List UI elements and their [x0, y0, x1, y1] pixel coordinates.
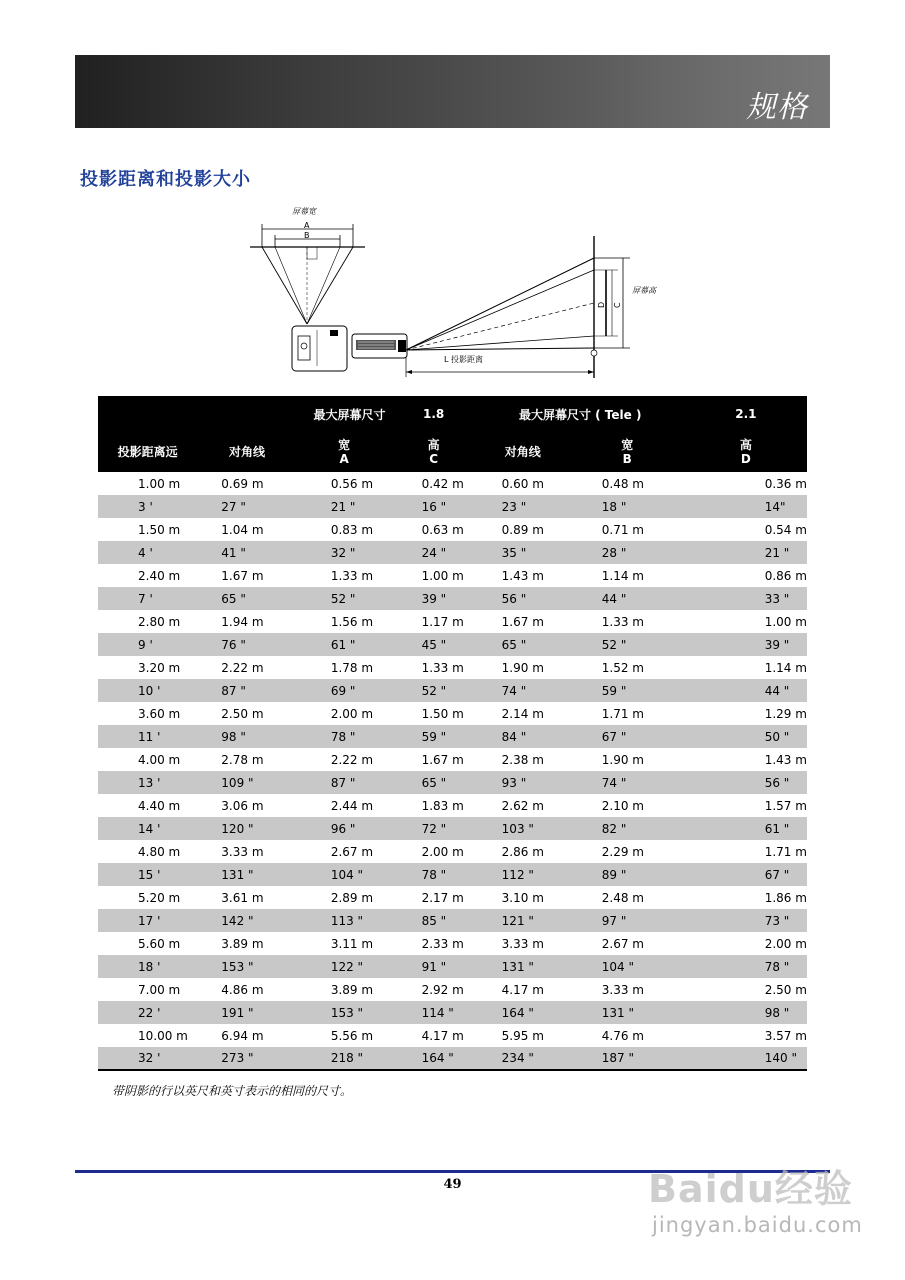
zoom-max-label: 最大屏幕尺寸 [297, 396, 392, 432]
table-cell: 3.20 m [138, 660, 181, 675]
table-cell: 11 ' [98, 725, 197, 748]
zoom-tele-value: 2.1 [685, 396, 807, 432]
table-cell: 59 " [392, 725, 476, 748]
table-row [98, 932, 807, 955]
table-cell: 1.78 m [330, 660, 374, 675]
table-cell: 91 " [392, 955, 476, 978]
table-cell: 78 " [297, 725, 392, 748]
table-cell: 104 " [570, 955, 685, 978]
table-cell: 1.33 m [330, 568, 374, 583]
table-cell: 6.94 m [221, 1028, 264, 1043]
table-cell: 96 " [297, 817, 392, 840]
table-cell: 7 ' [98, 587, 197, 610]
table-cell: 113 " [297, 909, 392, 932]
table-cell: 76 " [197, 633, 297, 656]
table-cell: 44 " [685, 679, 807, 702]
table-cell: 1.43 m [764, 752, 807, 767]
table-cell: 0.89 m [501, 522, 544, 537]
table-cell: 1.90 m [601, 752, 644, 767]
table-cell: 65 " [476, 633, 570, 656]
table-cell: 5.60 m [138, 936, 181, 951]
table-cell: 14 ' [98, 817, 197, 840]
table-cell: 50 " [685, 725, 807, 748]
table-cell: 7.00 m [138, 982, 181, 997]
table-cell: 16 " [392, 495, 476, 518]
table-cell: 3.11 m [330, 936, 374, 951]
table-cell: 21 " [297, 495, 392, 518]
table-cell: 2.22 m [330, 752, 374, 767]
table-cell: 2.38 m [501, 752, 544, 767]
table-cell: 56 " [685, 771, 807, 794]
table-row [98, 909, 807, 932]
table-cell: 84 " [476, 725, 570, 748]
table-cell: 0.71 m [601, 522, 644, 537]
table-cell: 1.14 m [601, 568, 644, 583]
table-cell: 0.42 m [421, 476, 464, 491]
table-cell: 98 " [685, 1001, 807, 1024]
table-cell: 4.17 m [501, 982, 544, 997]
table-cell: 4 ' [98, 541, 197, 564]
table-cell: 73 " [685, 909, 807, 932]
table-cell: 131 " [476, 955, 570, 978]
table-cell: 67 " [685, 863, 807, 886]
header-banner [75, 55, 830, 128]
distance-label: L 投影距离 [444, 355, 483, 364]
table-cell: 2.14 m [501, 706, 544, 721]
label-d: D [597, 301, 606, 308]
table-cell: 82 " [570, 817, 685, 840]
table-cell: 187 " [570, 1047, 685, 1070]
table-cell: 0.48 m [601, 476, 644, 491]
table-cell: 2.86 m [501, 844, 544, 859]
table-cell: 5.20 m [138, 890, 181, 905]
table-cell: 61 " [297, 633, 392, 656]
label-c: C [613, 302, 622, 308]
table-cell: 78 " [392, 863, 476, 886]
table-cell: 273 " [197, 1047, 297, 1070]
table-cell: 15 ' [98, 863, 197, 886]
table-cell: 5.95 m [501, 1028, 544, 1043]
table-cell: 142 " [197, 909, 297, 932]
table-cell: 234 " [476, 1047, 570, 1070]
table-cell: 0.56 m [330, 476, 374, 491]
zoom-max-value: 1.8 [392, 396, 476, 432]
table-cell: 140 " [685, 1047, 807, 1070]
table-cell: 18 ' [98, 955, 197, 978]
header-title: 规格 [746, 90, 808, 125]
table-cell: 1.29 m [764, 706, 807, 721]
table-cell: 131 " [570, 1001, 685, 1024]
header-diagonal-b: 对角线 [476, 432, 570, 472]
table-cell: 0.60 m [501, 476, 544, 491]
table-cell: 59 " [570, 679, 685, 702]
table-cell: 1.71 m [601, 706, 644, 721]
header-height-c: 高 C [392, 432, 476, 472]
table-cell: 2.62 m [501, 798, 544, 813]
table-cell: 9 ' [98, 633, 197, 656]
table-cell: 153 " [297, 1001, 392, 1024]
table-cell: 3.33 m [221, 844, 264, 859]
table-cell: 2.92 m [421, 982, 464, 997]
header-width-a: 宽 A [297, 432, 392, 472]
table-cell: 2.67 m [330, 844, 374, 859]
table-cell: 13 ' [98, 771, 197, 794]
table-cell: 1.90 m [501, 660, 544, 675]
table-cell: 22 ' [98, 1001, 197, 1024]
table-cell: 24 " [392, 541, 476, 564]
table-cell: 1.86 m [764, 890, 807, 905]
table-cell: 2.29 m [601, 844, 644, 859]
table-cell: 5.56 m [330, 1028, 374, 1043]
table-cell: 3 ' [98, 495, 197, 518]
table-cell: 0.69 m [221, 476, 264, 491]
table-cell: 114 " [392, 1001, 476, 1024]
table-cell: 32 " [297, 541, 392, 564]
table-cell: 4.00 m [138, 752, 181, 767]
table-cell: 87 " [297, 771, 392, 794]
projection-diagram [240, 200, 670, 385]
table-cell: 2.44 m [330, 798, 374, 813]
table-cell: 2.17 m [421, 890, 464, 905]
label-b: B [304, 231, 310, 240]
table-cell: 1.67 m [501, 614, 544, 629]
table-cell: 112 " [476, 863, 570, 886]
table-cell: 98 " [197, 725, 297, 748]
table-cell: 1.57 m [764, 798, 807, 813]
table-cell: 2.50 m [764, 982, 807, 997]
table-cell: 2.00 m [330, 706, 374, 721]
table-cell: 27 " [197, 495, 297, 518]
table-cell: 2.89 m [330, 890, 374, 905]
table-row [98, 863, 807, 886]
table-cell: 52 " [297, 587, 392, 610]
table-cell: 35 " [476, 541, 570, 564]
table-cell: 1.00 m [764, 614, 807, 629]
table-cell: 65 " [197, 587, 297, 610]
table-cell: 4.40 m [138, 798, 181, 813]
table-cell: 2.10 m [601, 798, 644, 813]
table-cell: 1.00 m [138, 476, 181, 491]
table-cell: 14" [685, 495, 807, 518]
table-cell: 191 " [197, 1001, 297, 1024]
table-cell: 97 " [570, 909, 685, 932]
table-row [98, 886, 807, 909]
table-cell: 74 " [570, 771, 685, 794]
table-row [98, 564, 807, 587]
table-cell: 121 " [476, 909, 570, 932]
screen-width-label: 屏幕宽 [292, 207, 316, 216]
screen-height-label: 屏幕高 [632, 286, 656, 295]
table-cell: 3.57 m [764, 1028, 807, 1043]
table-header-zoom-row [98, 396, 807, 432]
table-cell: 21 " [685, 541, 807, 564]
table-cell: 3.60 m [138, 706, 181, 721]
table-row [98, 1047, 807, 1070]
table-cell: 89 " [570, 863, 685, 886]
table-row [98, 840, 807, 863]
header-diagonal-a: 对角线 [197, 432, 297, 472]
table-cell: 65 " [392, 771, 476, 794]
table-cell: 153 " [197, 955, 297, 978]
table-cell: 4.86 m [221, 982, 264, 997]
table-cell: 0.54 m [764, 522, 807, 537]
table-cell: 1.33 m [421, 660, 464, 675]
table-row [98, 771, 807, 794]
table-cell: 1.17 m [421, 614, 464, 629]
table-cell: 72 " [392, 817, 476, 840]
table-cell: 3.33 m [601, 982, 644, 997]
table-cell: 3.61 m [221, 890, 264, 905]
table-row [98, 748, 807, 771]
table-row [98, 472, 807, 495]
table-cell: 2.40 m [138, 568, 181, 583]
table-cell: 2.80 m [138, 614, 181, 629]
table-cell: 4.76 m [601, 1028, 644, 1043]
projection-table [98, 396, 807, 1071]
footnote: 带阴影的行以英尺和英寸表示的相同的尺寸。 [112, 1084, 353, 1098]
table-cell: 3.10 m [501, 890, 544, 905]
table-cell: 1.67 m [221, 568, 264, 583]
table-cell: 44 " [570, 587, 685, 610]
table-cell: 1.71 m [764, 844, 807, 859]
table-row [98, 817, 807, 840]
table-cell: 69 " [297, 679, 392, 702]
table-cell: 2.33 m [421, 936, 464, 951]
table-cell: 1.00 m [421, 568, 464, 583]
zoom-tele-label: 最大屏幕尺寸 ( Tele ) [476, 396, 685, 432]
table-row [98, 587, 807, 610]
table-cell: 120 " [197, 817, 297, 840]
table-cell: 0.86 m [764, 568, 807, 583]
table-row [98, 794, 807, 817]
table-cell: 1.43 m [501, 568, 544, 583]
table-cell: 0.63 m [421, 522, 464, 537]
table-cell: 93 " [476, 771, 570, 794]
table-header-column-row [98, 432, 807, 472]
table-cell: 33 " [685, 587, 807, 610]
table-cell: 10.00 m [138, 1028, 188, 1043]
table-row [98, 978, 807, 1001]
table-row [98, 656, 807, 679]
table-row [98, 518, 807, 541]
table-cell: 61 " [685, 817, 807, 840]
table-cell: 1.04 m [221, 522, 264, 537]
table-cell: 45 " [392, 633, 476, 656]
table-cell: 39 " [685, 633, 807, 656]
table-cell: 85 " [392, 909, 476, 932]
table-cell: 1.50 m [138, 522, 181, 537]
table-cell: 10 ' [98, 679, 197, 702]
table-row [98, 633, 807, 656]
table-cell: 164 " [392, 1047, 476, 1070]
table-cell: 2.67 m [601, 936, 644, 951]
page-number: 49 [443, 1177, 462, 1192]
watermark-logo: Baidu经验 [648, 1167, 853, 1211]
table-cell: 109 " [197, 771, 297, 794]
table-cell: 1.67 m [421, 752, 464, 767]
table-cell: 18 " [570, 495, 685, 518]
table-cell: 104 " [297, 863, 392, 886]
table-cell: 52 " [570, 633, 685, 656]
table-cell: 3.89 m [330, 982, 374, 997]
table-cell: 87 " [197, 679, 297, 702]
table-cell: 1.14 m [764, 660, 807, 675]
table-cell: 2.50 m [221, 706, 264, 721]
table-cell: 2.00 m [421, 844, 464, 859]
label-a: A [304, 221, 310, 230]
table-row [98, 541, 807, 564]
table-cell: 122 " [297, 955, 392, 978]
table-cell: 103 " [476, 817, 570, 840]
table-cell: 1.33 m [601, 614, 644, 629]
table-cell: 3.33 m [501, 936, 544, 951]
table-cell: 28 " [570, 541, 685, 564]
table-cell: 2.00 m [764, 936, 807, 951]
header-distance: 投影距离远 [98, 432, 197, 472]
table-cell: 4.80 m [138, 844, 181, 859]
table-cell: 67 " [570, 725, 685, 748]
table-cell: 23 " [476, 495, 570, 518]
table-cell: 164 " [476, 1001, 570, 1024]
table-cell: 218 " [297, 1047, 392, 1070]
table-cell: 56 " [476, 587, 570, 610]
table-cell: 4.17 m [421, 1028, 464, 1043]
table-row [98, 1024, 807, 1047]
table-cell: 0.36 m [764, 476, 807, 491]
table-cell: 131 " [197, 863, 297, 886]
table-cell: 1.50 m [421, 706, 464, 721]
section-title: 投影距离和投影大小 [80, 169, 251, 190]
table-row [98, 1001, 807, 1024]
table-cell: 32 ' [98, 1047, 197, 1070]
table-row [98, 725, 807, 748]
table-cell: 2.78 m [221, 752, 264, 767]
table-cell: 17 ' [98, 909, 197, 932]
table-row [98, 702, 807, 725]
table-cell: 3.89 m [221, 936, 264, 951]
table-cell: 1.56 m [330, 614, 374, 629]
table-cell: 74 " [476, 679, 570, 702]
table-cell: 2.48 m [601, 890, 644, 905]
table-cell: 1.94 m [221, 614, 264, 629]
table-cell: 1.83 m [421, 798, 464, 813]
header-width-b: 宽 B [570, 432, 685, 472]
table-cell: 2.22 m [221, 660, 264, 675]
table-cell: 78 " [685, 955, 807, 978]
table-cell: 52 " [392, 679, 476, 702]
table-cell: 41 " [197, 541, 297, 564]
table-row [98, 495, 807, 518]
table-row [98, 679, 807, 702]
table-cell: 1.52 m [601, 660, 644, 675]
table-row [98, 955, 807, 978]
table-cell: 39 " [392, 587, 476, 610]
table-row [98, 610, 807, 633]
table-cell: 3.06 m [221, 798, 264, 813]
header-height-d: 高 D [685, 432, 807, 472]
table-cell: 0.83 m [330, 522, 374, 537]
watermark-url: jingyan.baidu.com [652, 1213, 863, 1237]
